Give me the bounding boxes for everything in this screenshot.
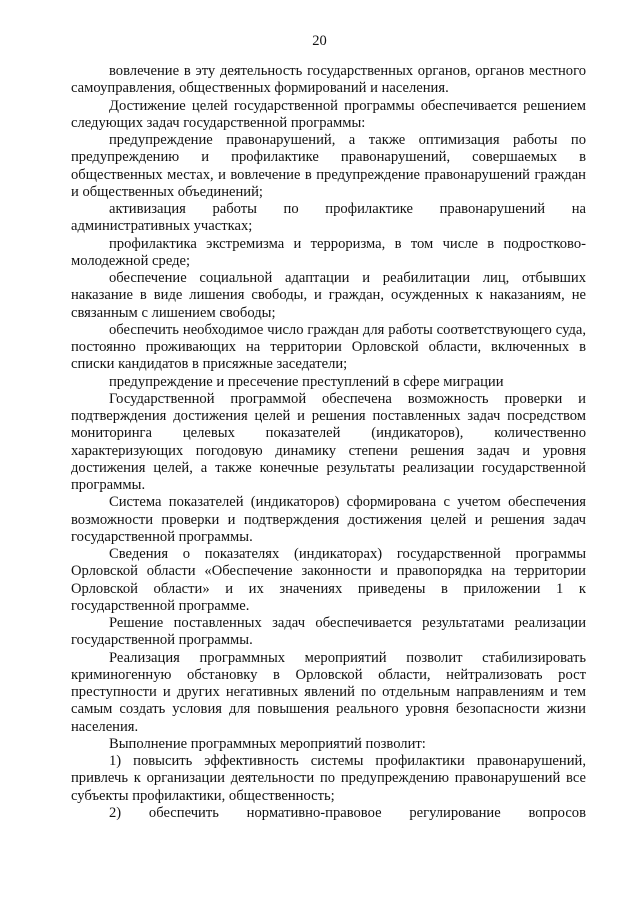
paragraph-task-prevention: предупреждение правонарушений, а также оптимизация работы по предупреждению и профилактике правонарушений, совершаемых в общественных местах, и вовлечение в предупреждение правонарушений граждан и общественных объединений;: [71, 132, 586, 200]
paragraph-monitoring: Государственной программой обеспечена возможность проверки и подтверждения достижения целей и решения поставленных задач посредством мониторинга целевых показателей (индикаторов), количественно характеризующих погодовую динамику степени решения задач и уровня достижения целей, а также конечные результаты реализации государственной программы.: [71, 390, 586, 493]
paragraph-task-jurors: обеспечить необходимое число граждан для работы соответствующего суда, постоянно проживающих на территории Орловской области, включенных в списки кандидатов в присяжные заседатели;: [71, 321, 586, 373]
paragraph-task-migration: предупреждение и пресечение преступлений в сфере миграции: [109, 373, 504, 390]
paragraph-indicator-system: Система показателей (индикаторов) сформирована с учетом обеспечения возможности проверки и подтверждения достижения целей и решения задач государственной программы.: [71, 494, 586, 545]
paragraph-task-admin-areas: активизация работы по профилактике правонарушений на административных участках;: [71, 201, 586, 235]
page-number: 20: [312, 33, 327, 49]
paragraph-involvement: вовлечение в эту деятельность государственных органов, органов местного самоуправления, общественных формирований и населения.: [71, 63, 586, 97]
paragraph-execution-intro: Выполнение программных мероприятий позволит:: [109, 735, 426, 752]
paragraph-goals-achievement: Достижение целей государственной программы обеспечивается решением следующих задач государственной программы:: [71, 97, 586, 131]
paragraph-indicator-info: Сведения о показателях (индикаторах) государственной программы Орловской области «Обеспечение законности и правопорядка на территории Орловской области» и их значениях приведены в приложении 1 к государственной программе.: [71, 546, 586, 614]
paragraph-list-item-2: 2) обеспечить нормативно-правовое регулирование вопросов: [109, 804, 586, 821]
document-body: [71, 63, 586, 822]
paragraph-task-extremism: профилактика экстремизма и терроризма, в том числе в подростково-молодежной среде;: [71, 235, 586, 269]
paragraph-implementation: Реализация программных мероприятий позволит стабилизировать криминогенную обстановку в Орловской области, нейтрализовать рост преступности и других негативных явлений по отдельным направлениям и тем самым создать условия для повышения реального уровня безопасности жизни населения.: [71, 649, 586, 735]
paragraph-list-item-1: 1) повысить эффективность системы профилактики правонарушений, привлечь к организации деятельности по предупреждению правонарушений все субъекты профилактики, общественность;: [71, 753, 586, 804]
paragraph-task-social-adaptation: обеспечение социальной адаптации и реабилитации лиц, отбывших наказание в виде лишения свободы, и граждан, осужденных к наказаниям, не связанным с лишением свободы;: [71, 270, 586, 321]
paragraph-tasks-solution: Решение поставленных задач обеспечивается результатами реализации государственной программы.: [71, 615, 586, 649]
